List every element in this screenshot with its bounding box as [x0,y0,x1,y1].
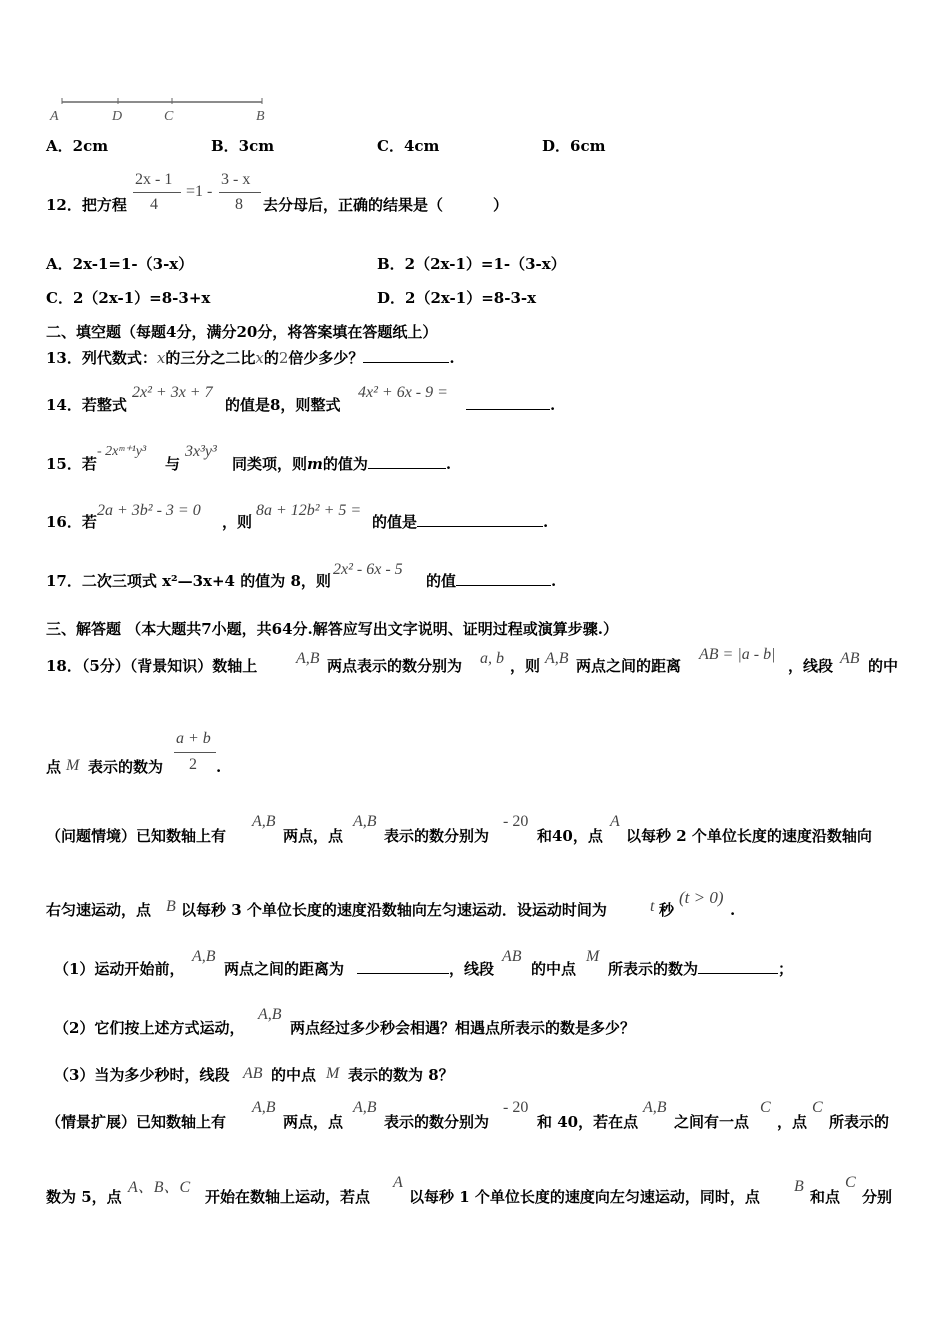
q12-suffix: 去分母后，正确的结果是（ ） [263,196,509,214]
q15-answer-blank[interactable] [368,454,446,469]
q17-p1: 17．二次三项式 x²—3x+4 的值为 8，则 [46,572,331,590]
q18-l1f: 的中 [868,657,899,675]
q18-s1b: 两点之间的距离为 [224,960,345,978]
q18-e1d: 和 40，若在点 [537,1113,639,1131]
q11-option-b[interactable]: B．3cm [211,137,275,155]
q18-abc: A、B、C [128,1179,191,1196]
q18-l4a: 右匀速运动，点 [46,901,152,919]
q11-option-c[interactable]: C．4cm [377,137,440,155]
q18-a-1: A [610,813,620,830]
q18-e2c: 以每秒 1 个单位长度的速度向左匀速运动，同时，点 [409,1188,760,1206]
q12-equals: =1 - [186,183,213,200]
section-3-heading: 三、解答题 （本大题共7小题，共64分.解答应写出文字说明、证明过程或演算步骤.） [46,620,618,638]
q18-l3d: 和40，点 [537,827,603,845]
q18-c-2: C [812,1099,823,1116]
q18-s1d: 的中点 [531,960,577,978]
q18-l4b: 以每秒 3 个单位长度的速度沿数轴向左匀速运动．设运动时间为 [181,901,607,919]
q18-l4c: 秒 [659,901,675,919]
q18-l1d: 两点之间的距离 [576,657,682,675]
q13-answer-blank[interactable] [363,348,449,363]
q18-ab-9: AB [243,1065,263,1082]
q18-s1e: 所表示的数为 ； [608,960,794,978]
q18-ab-4: A,B [252,813,276,830]
q12-frac1-num: 2x - 1 [135,171,173,188]
point-label-c: C [164,109,174,124]
q15-p1: 15．若 [46,455,97,473]
q18-ab-11: A,B [353,1099,377,1116]
q15-p2: 与 [165,455,181,473]
q18-l1c: ，则 [510,657,541,675]
q18-l3c: 表示的数分别为 [384,827,490,845]
q18-e1a: （情景扩展）已知数轴上有 [46,1113,227,1131]
q18-s2b: 两点经过多少秒会相遇？相遇点所表示的数是多少？ [290,1019,636,1037]
q18-e2a: 数为 5，点 [46,1188,122,1206]
q17-rest: 的值 . [426,572,557,590]
q17-expr: 2x² - 6x - 5 [333,561,403,578]
q18-s1-midpoint-blank[interactable] [698,959,778,974]
q18-s3a: （3）当为多少秒时，线段 [54,1066,230,1084]
q14-answer-blank[interactable] [466,395,550,410]
q18-l4d: . [730,901,736,919]
q14-expr2: 4x² + 6x - 9 = [358,384,448,401]
q18-ab-10: A,B [252,1099,276,1116]
q12-prefix: 12．把方程 [46,196,127,214]
q18-s1a: （1）运动开始前， [54,960,185,978]
q18-ab-8: A,B [258,1006,282,1023]
q18-ab-1: A,B [296,650,320,667]
q18-e1g: 所表示的 [829,1113,890,1131]
q18-m-1: M [66,757,80,774]
q16-p2: ，则 [222,513,253,531]
q16-p1: 16．若 [46,513,97,531]
q18-t: t [650,898,655,915]
q17-answer-blank[interactable] [456,571,551,586]
q14-expr1: 2x² + 3x + 7 [132,384,213,401]
q18-s1-blank1: ，线段 [357,959,494,979]
q18-e1f: ，点 [777,1113,808,1131]
q15-rest: 同类项，则m的值为 . [232,455,452,473]
q18-e1c: 表示的数分别为 [384,1113,490,1131]
q12-option-c[interactable]: C．2（2x-1）=8-3+x [46,289,211,307]
segment-diagram [44,96,284,126]
point-label-a: A [50,109,59,124]
q18-l2c: . [216,758,222,776]
q18-ab-7: AB [502,948,522,965]
q12-frac1-den: 4 [150,196,158,213]
q13: 13．列代数式：x的三分之二比x的2倍少多少？ . [46,349,455,367]
q18-e2d: 和点 [810,1188,841,1206]
q16-rest: 的值是 . [372,513,549,531]
q18-l2b: 表示的数为 [88,758,164,776]
q18-m-2: M [586,948,600,965]
q14-p2: 的值是8，则整式 [225,396,341,414]
q18-c-3: C [845,1174,856,1191]
q14-blank-line: . [466,395,555,415]
q16-expr2: 8a + 12b² + 5 = [256,502,362,519]
section-2-heading: 二、填空题（每题4分，满分20分，将答案填在答题纸上） [46,323,438,341]
q18-ab-6: A,B [192,948,216,965]
q18-s3b: 的中点 [271,1066,317,1084]
q18-l1e: ，线段 [788,657,834,675]
q18-e2b: 开始在数轴上运动，若点 [205,1188,371,1206]
q18-s1-distance-blank[interactable] [357,959,449,974]
q18-c-1: C [760,1099,771,1116]
q18-l3e: 以每秒 2 个单位长度的速度沿数轴向 [626,827,872,845]
q18-l3b: 两点，点 [283,827,344,845]
q18-l1a: 18．（5分）（背景知识）数轴上 [46,657,258,675]
q15-expr1: - 2xᵐ⁺¹y³ [97,444,147,459]
q18-e1b: 两点，点 [283,1113,344,1131]
q18-l3a: （问题情境）已知数轴上有 [46,827,227,845]
q16-expr1: 2a + 3b² - 3 = 0 [97,502,201,519]
point-label-d: D [112,109,123,124]
q18-e2e: 分别 [862,1188,893,1206]
q18-b-2: B [794,1178,804,1195]
q11-option-a[interactable]: A．2cm [46,137,109,155]
q12-option-d[interactable]: D．2（2x-1）=8-3-x [377,289,537,307]
q18-l1b: 两点表示的数分别为 [327,657,463,675]
q12-frac2-den: 8 [235,196,243,213]
q18-b-1: B [166,898,176,915]
q11-option-d[interactable]: D．6cm [542,137,606,155]
q18-l2a: 点 [46,758,62,776]
q18-ab-12: A,B [643,1099,667,1116]
q18-s3c: 表示的数为 8？ [348,1066,454,1084]
q16-answer-blank[interactable] [417,512,543,527]
q18-ab-2: A,B [545,650,569,667]
q18-ab-values: a, b [480,650,504,667]
q18-ab-3: AB [840,650,860,667]
q18-neg20-1: - 20 [503,813,529,830]
q18-s2a: （2）它们按上述方式运动， [54,1019,245,1037]
q18-distance-formula: AB = |a - b| [699,646,776,663]
q18-a-2: A [393,1174,403,1191]
q15-expr2: 3x³y³ [185,443,217,460]
q18-midpoint-num: a + b [176,730,211,747]
q18-ab-5: A,B [353,813,377,830]
q18-midpoint-den: 2 [189,756,197,773]
q18-e1e: 之间有一点 [674,1113,750,1131]
q14-p1: 14．若整式 [46,396,127,414]
q12-option-b[interactable]: B．2（2x-1）=1-（3-x） [377,255,566,273]
q18-m-3: M [326,1065,340,1082]
q12-frac2-num: 3 - x [221,171,251,188]
q18-t-condition: (t > 0) [679,888,724,907]
q18-neg20-2: - 20 [503,1099,529,1116]
q12-option-a[interactable]: A．2x-1=1-（3-x） [46,255,194,273]
point-label-b: B [256,109,265,124]
